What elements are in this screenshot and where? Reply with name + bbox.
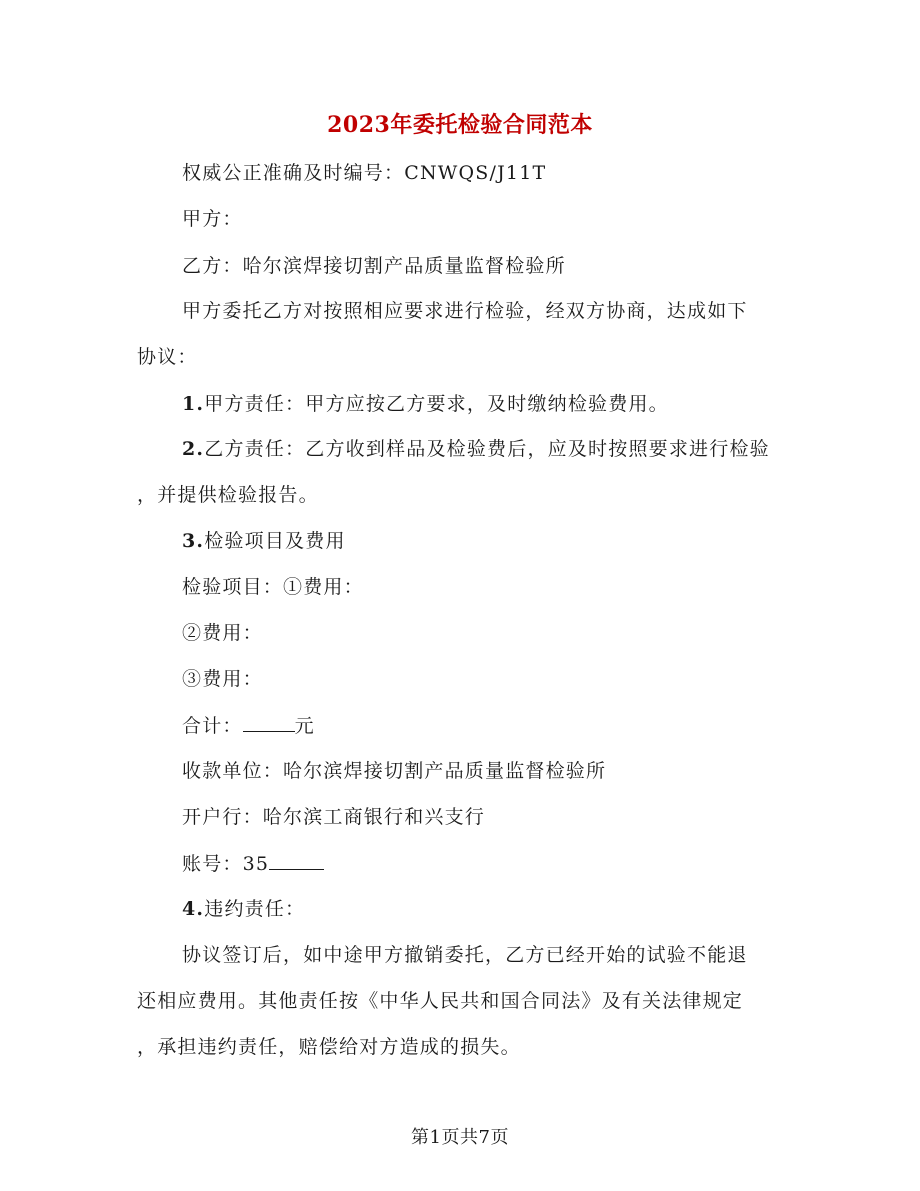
payee-line: 收款单位：哈尔滨焊接切割产品质量监督检验所	[182, 760, 607, 782]
clause-2-line-2: ，并提供检验报告。	[137, 484, 319, 506]
clause-2-text-line-1: 乙方责任：乙方收到样品及检验费后，应及时按照要求进行检验	[204, 438, 770, 460]
clause-3	[182, 528, 346, 554]
clause-1	[182, 391, 669, 417]
page-indicator: 第1页共7页	[411, 1127, 509, 1148]
total-suffix: 元	[294, 715, 315, 737]
serial-number-line: 权威公正准确及时编号：CNWQS/J11T	[182, 162, 547, 184]
account-blank	[269, 850, 324, 870]
bank-line: 开户行：哈尔滨工商银行和兴支行	[182, 806, 486, 828]
page-title: 2023年委托检验合同范本	[327, 112, 593, 138]
total-blank	[243, 712, 295, 732]
clause-3-text: 检验项目及费用	[204, 530, 346, 552]
breach-line-2: 还相应费用。其他责任按《中华人民共和国合同法》及有关法律规定	[137, 990, 744, 1012]
clause-4	[182, 896, 305, 922]
total-prefix: 合计：	[182, 715, 243, 737]
clause-4-number: 4.	[182, 898, 205, 920]
inspection-item-3: ③费用：	[182, 668, 263, 690]
clause-1-number: 1.	[182, 393, 205, 415]
clause-4-text: 违约责任：	[204, 898, 306, 920]
inspection-item-2: ②费用：	[182, 622, 263, 644]
inspection-item-1: 检验项目：①费用：	[182, 576, 364, 598]
party-a-line: 甲方：	[182, 208, 243, 230]
intro-line-1: 甲方委托乙方对按照相应要求进行检验，经双方协商，达成如下	[182, 300, 748, 322]
clause-2-line-1	[182, 436, 770, 462]
account-prefix: 账号：35	[182, 853, 270, 875]
account-line	[182, 850, 324, 877]
clause-2-number: 2.	[182, 438, 205, 460]
clause-1-text: 甲方责任：甲方应按乙方要求，及时缴纳检验费用。	[204, 393, 669, 415]
clause-3-number: 3.	[182, 530, 205, 552]
breach-line-3: ，承担违约责任，赔偿给对方造成的损失。	[137, 1036, 521, 1058]
total-line	[182, 712, 315, 739]
breach-line-1: 协议签订后，如中途甲方撤销委托，乙方已经开始的试验不能退	[182, 944, 748, 966]
intro-line-2: 协议：	[137, 346, 198, 368]
party-b-line: 乙方：哈尔滨焊接切割产品质量监督检验所	[182, 255, 566, 277]
